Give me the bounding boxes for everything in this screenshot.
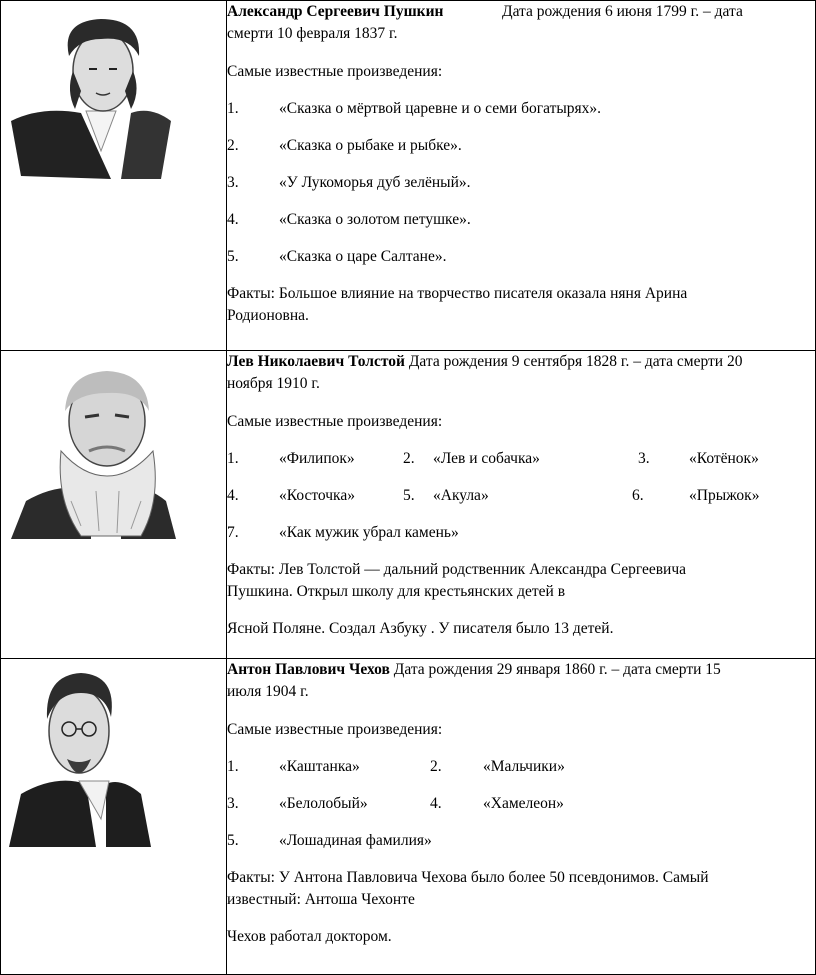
works-title: Самые известные произведения: [227,63,443,80]
facts-text: известный: Антоша Чехонте [227,891,415,908]
work-num: 1. [227,450,239,467]
work-num: 2. [403,450,415,467]
work-item: 3. «У Лукоморья дуб зелёный». [227,174,471,191]
portrait-cell [1,659,227,975]
author-dates-continued: ноября 1910 г. [227,375,320,392]
facts-text: Пушкина. Открыл школу для крестьянских детей в [227,583,566,600]
work-title: «Филипок» [279,450,355,467]
work-item: 4. «Сказка о золотом петушке». [227,211,471,228]
work-item: 5. «Сказка о царе Салтане». [227,248,447,265]
work-item: 2. «Сказка о рыбаке и рыбке». [227,137,462,154]
author-dates-continued: смерти 10 февраля 1837 г. [227,25,398,42]
author-name: Александр Сергеевич Пушкин [227,3,444,20]
pushkin-portrait [1,1,225,181]
author-name: Антон Павлович Чехов [227,661,390,678]
work-num: 4. [227,487,239,504]
work-num: 6. [632,487,644,504]
works-row [227,756,815,778]
works-row [227,485,815,507]
work-title: «Хамелеон» [483,795,564,812]
author-dates: Дата рождения 6 июня 1799 г. – дата [502,3,743,20]
work-title: «Белолобый» [279,795,368,812]
author-row-pushkin [1,1,816,351]
facts-text: Родионовна. [227,307,309,324]
tolstoy-portrait [1,351,225,541]
author-dates-continued: июля 1904 г. [227,683,309,700]
facts-text: Ясной Поляне. Создал Азбуку . У писателя было 13 детей. [227,620,614,637]
work-item: 5. «Лошадиная фамилия» [227,832,432,849]
chekhov-header-line [227,659,815,681]
work-num: 1. [227,758,239,775]
portrait-cell [1,1,227,351]
author-dates: Дата рождения 29 января 1860 г. – дата смерти 15 [393,661,721,678]
author-row-tolstoy [1,351,816,659]
chekhov-info [227,659,816,975]
facts-text: Факты: Большое влияние на творчество писателя оказала няня Арина [227,285,688,302]
work-item: 1. «Сказка о мёртвой царевне и о семи богатырях». [227,100,602,117]
facts-text: Факты: У Антона Павловича Чехова было более 50 псевдонимов. Самый [227,869,709,886]
works-row [227,793,815,815]
work-title: «Прыжок» [689,487,760,504]
tolstoy-header-line [227,351,815,373]
author-dates: Дата рождения 9 сентября 1828 г. – дата смерти 20 [408,353,743,370]
work-title: «Каштанка» [279,758,360,775]
chekhov-portrait [1,659,225,849]
facts-text: Чехов работал доктором. [227,928,392,945]
work-num: 3. [227,795,239,812]
work-title: «Лев и собачка» [433,450,540,467]
work-title: «Акула» [433,487,489,504]
tolstoy-info [227,351,816,659]
work-num: 3. [638,450,650,467]
work-num: 2. [430,758,442,775]
works-title: Самые известные произведения: [227,721,443,738]
work-num: 4. [430,795,442,812]
pushkin-header-line [227,1,815,23]
work-title: «Косточка» [279,487,355,504]
work-num: 5. [403,487,415,504]
work-title: «Мальчики» [483,758,565,775]
author-name: Лев Николаевич Толстой [227,353,405,370]
works-title: Самые известные произведения: [227,413,443,430]
facts-text: Факты: Лев Толстой — дальний родственник Александра Сергеевича [227,561,687,578]
work-title: «Котёнок» [689,450,759,467]
author-row-chekhov [1,659,816,975]
portrait-cell [1,351,227,659]
work-item: 7. «Как мужик убрал камень» [227,524,459,541]
pushkin-info [227,1,816,351]
works-row [227,448,815,470]
